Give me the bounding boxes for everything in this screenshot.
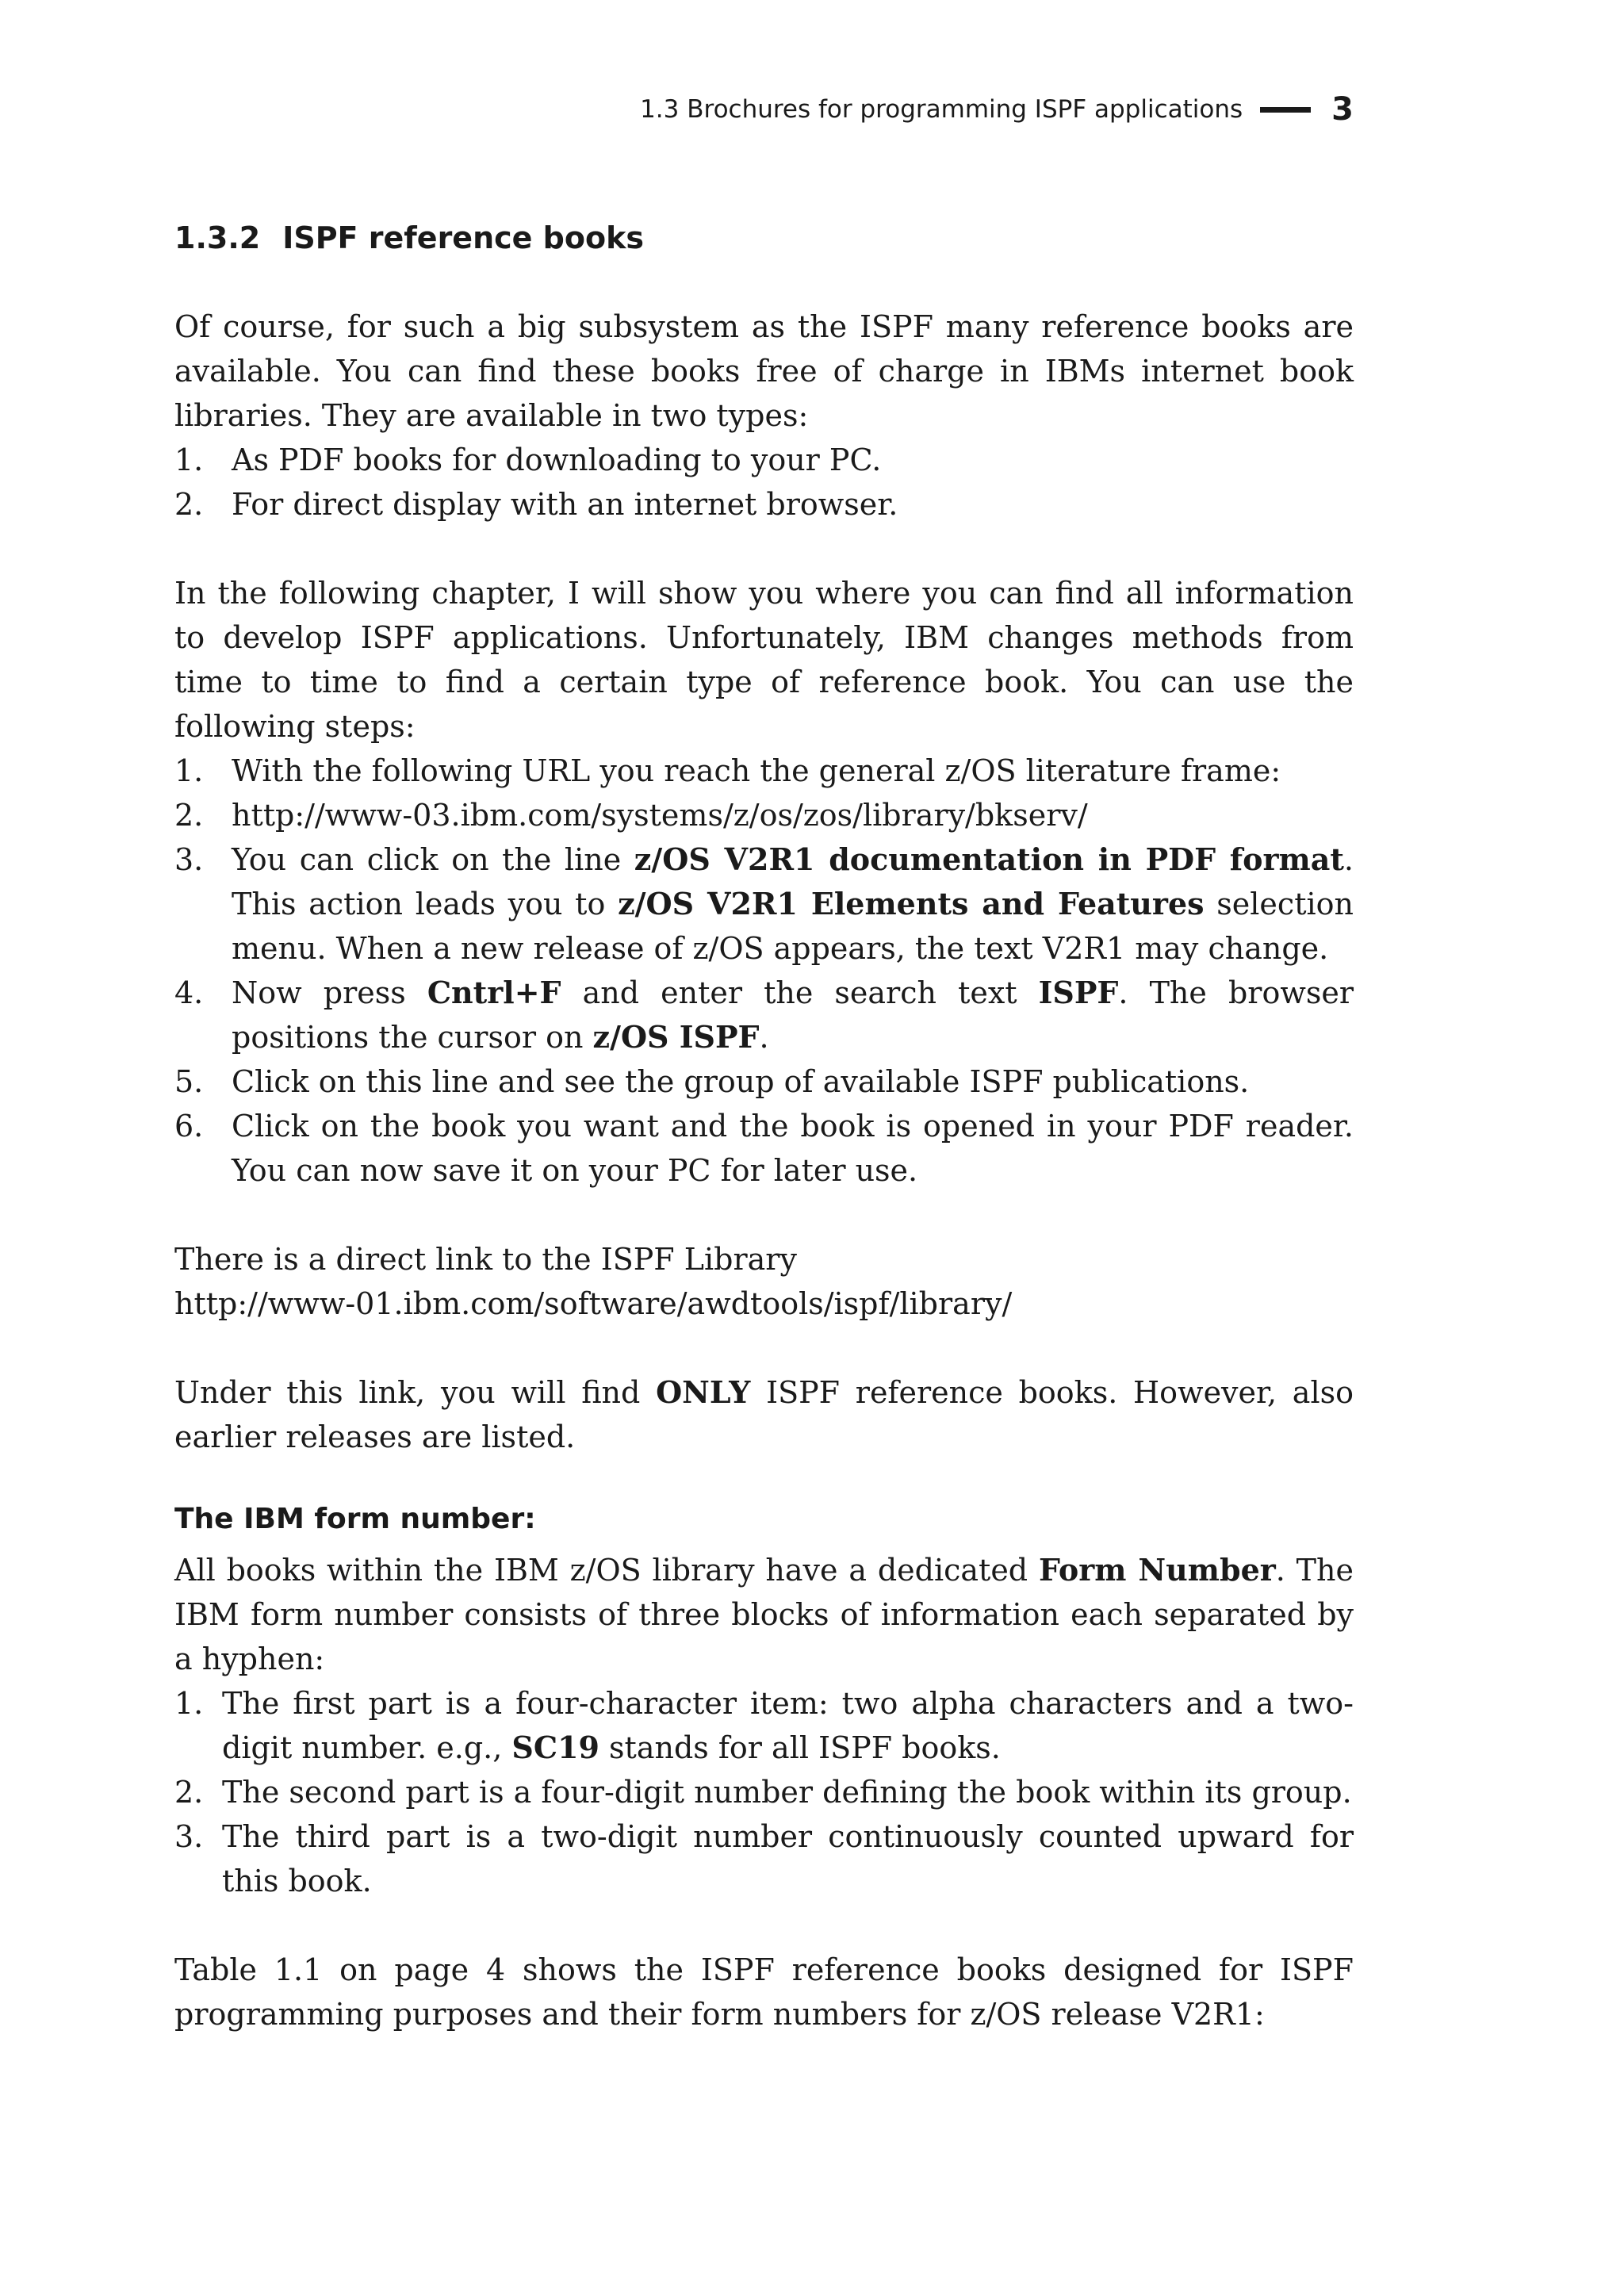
list-item (174, 438, 1354, 482)
page-number: 3 (1331, 91, 1354, 128)
list-item (174, 1104, 1354, 1193)
emphasis-pdf-format: z/OS V2R1 documentation in PDF format (634, 841, 1344, 877)
text-run: The first part is a four-character item: two alpha characters and a two-digit number. e.g., (222, 1686, 1354, 1765)
list-marker: 6. (174, 1109, 204, 1144)
form-number-list (174, 1681, 1354, 1903)
list-marker: 5. (174, 1064, 204, 1099)
list-marker: 1. (174, 442, 204, 477)
list-item (174, 749, 1354, 793)
list-item (174, 971, 1354, 1059)
list-marker: 1. (174, 753, 204, 788)
text-run: and enter the search text (561, 975, 1039, 1010)
list-marker: 3. (174, 1819, 204, 1854)
list-marker: 2. (174, 1775, 204, 1810)
emphasis-sc19: SC19 (511, 1730, 599, 1765)
text-run: . This action leads you to (232, 842, 1354, 921)
header-rule (1260, 107, 1311, 113)
emphasis-elements-features: z/OS V2R1 Elements and Features (618, 886, 1205, 921)
text-run: . The IBM form number consists of three blocks of information each separated by a hyphen: (174, 1553, 1354, 1676)
list-item-text: The second part is a four-digit number defining the book within its group. (222, 1775, 1352, 1810)
running-header-title: 1.3 Brochures for programming ISPF applications (640, 95, 1243, 124)
steps-list (174, 749, 1354, 1193)
list-item-text: The third part is a two-digit number continuously counted upward for this book. (222, 1819, 1354, 1898)
list-item-text: As PDF books for downloading to your PC. (232, 442, 882, 477)
text-run: . (759, 1020, 769, 1055)
emphasis-shortcut: Cntrl+F (427, 975, 561, 1010)
emphasis-zos-ispf: z/OS ISPF (592, 1019, 760, 1055)
list-item (174, 1059, 1354, 1104)
steps-paragraph: In the following chapter, I will show you where you can find all information to develop ISPF applications. Unfortunately, IBM changes methods from time to time to find a certain type of reference book. You can use the following steps: (174, 576, 1354, 744)
list-item (174, 1814, 1354, 1903)
text-run: All books within the IBM z/OS library have a dedicated (174, 1553, 1039, 1588)
section-title: ISPF reference books (282, 220, 644, 255)
text-run: ISPF reference books. However, also earlier releases are listed. (174, 1375, 1354, 1454)
list-marker: 2. (174, 798, 204, 833)
list-item-text: Click on the book you want and the book is opened in your PDF reader. You can now save it on your PC for later use. (232, 1109, 1354, 1188)
list-item-text: For direct display with an internet browser. (232, 487, 898, 522)
only-paragraph (174, 1370, 1354, 1459)
text-run: stands for all ISPF books. (599, 1730, 1001, 1765)
list-item (174, 793, 1354, 837)
running-header (174, 89, 1354, 130)
list-item (174, 837, 1354, 971)
text-run: . The browser positions the cursor on (232, 975, 1354, 1055)
list-item (174, 482, 1354, 527)
emphasis-form-number: Form Number (1038, 1552, 1276, 1588)
list-item (174, 1681, 1354, 1770)
list-marker: 3. (174, 842, 204, 877)
text-run: Now press (232, 975, 427, 1010)
list-item-text: With the following URL you reach the general z/OS literature frame: (232, 753, 1281, 788)
text-run: You can click on the line (232, 842, 634, 877)
intro-list (174, 438, 1354, 527)
list-item (174, 1770, 1354, 1814)
list-item-text: Click on this line and see the group of available ISPF publications. (232, 1064, 1250, 1099)
literature-url-link[interactable]: http://www-03.ibm.com/systems/z/os/zos/library/bkserv/ (232, 798, 1088, 833)
table-reference-paragraph: Table 1.1 on page 4 shows the ISPF reference books designed for ISPF programming purposes and their form numbers for z/OS release V2R1: (174, 1952, 1354, 2032)
form-number-paragraph (174, 1548, 1354, 1681)
form-number-heading: The IBM form number: (174, 1503, 536, 1535)
emphasis-search-text: ISPF (1038, 975, 1119, 1010)
direct-link-paragraph: There is a direct link to the ISPF Library (174, 1242, 797, 1277)
ispf-library-url-link[interactable]: http://www-01.ibm.com/software/awdtools/ispf/library/ (174, 1286, 1013, 1321)
text-run: Under this link, you will find (174, 1375, 657, 1410)
text-run: selection menu. When a new release of z/OS appears, the text V2R1 may change. (232, 887, 1354, 966)
section-number: 1.3.2 (174, 220, 261, 255)
list-marker: 4. (174, 975, 204, 1010)
section-heading (174, 216, 1354, 260)
intro-paragraph: Of course, for such a big subsystem as the ISPF many reference books are available. You can find these books free of charge in IBMs internet book libraries. They are available in two types: (174, 309, 1354, 433)
emphasis-only: ONLY (656, 1374, 751, 1410)
list-marker: 1. (174, 1686, 204, 1721)
page-body (174, 216, 1354, 2036)
list-marker: 2. (174, 487, 204, 522)
